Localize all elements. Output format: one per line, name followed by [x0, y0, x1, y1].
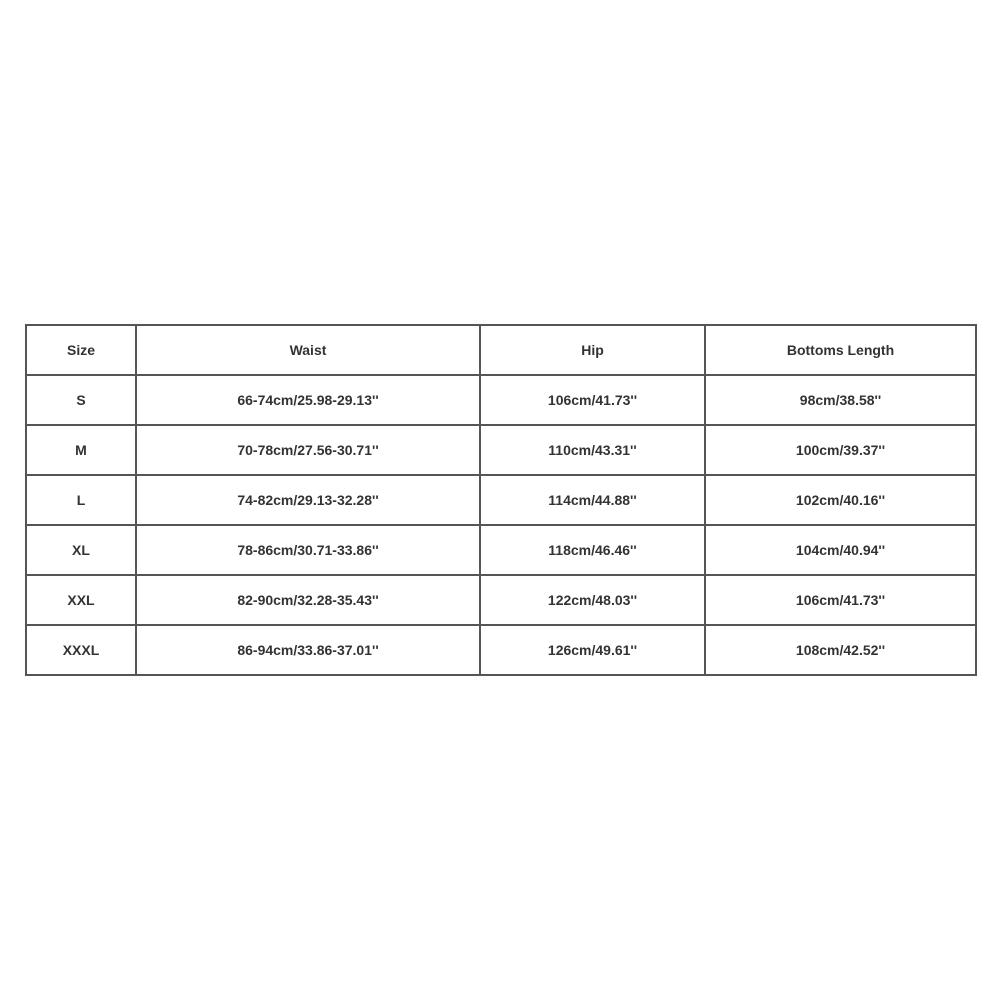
- cell-size: XXL: [26, 575, 136, 625]
- cell-waist: 82-90cm/32.28-35.43'': [136, 575, 480, 625]
- cell-hip: 122cm/48.03'': [480, 575, 705, 625]
- header-size: Size: [26, 325, 136, 375]
- cell-size: M: [26, 425, 136, 475]
- cell-hip: 110cm/43.31'': [480, 425, 705, 475]
- header-waist: Waist: [136, 325, 480, 375]
- cell-waist: 86-94cm/33.86-37.01'': [136, 625, 480, 675]
- cell-hip: 118cm/46.46'': [480, 525, 705, 575]
- cell-hip: 126cm/49.61'': [480, 625, 705, 675]
- cell-hip: 114cm/44.88'': [480, 475, 705, 525]
- cell-bottoms-length: 102cm/40.16'': [705, 475, 976, 525]
- cell-bottoms-length: 106cm/41.73'': [705, 575, 976, 625]
- cell-waist: 66-74cm/25.98-29.13'': [136, 375, 480, 425]
- cell-waist: 70-78cm/27.56-30.71'': [136, 425, 480, 475]
- cell-bottoms-length: 98cm/38.58'': [705, 375, 976, 425]
- table-row: [26, 575, 976, 625]
- cell-bottoms-length: 104cm/40.94'': [705, 525, 976, 575]
- table-row: [26, 475, 976, 525]
- table-row: [26, 525, 976, 575]
- cell-size: XL: [26, 525, 136, 575]
- header-hip: Hip: [480, 325, 705, 375]
- cell-size: XXXL: [26, 625, 136, 675]
- cell-waist: 74-82cm/29.13-32.28'': [136, 475, 480, 525]
- cell-bottoms-length: 100cm/39.37'': [705, 425, 976, 475]
- table-row: [26, 425, 976, 475]
- table-row: [26, 375, 976, 425]
- cell-size: L: [26, 475, 136, 525]
- cell-size: S: [26, 375, 136, 425]
- table-row: [26, 625, 976, 675]
- cell-bottoms-length: 108cm/42.52'': [705, 625, 976, 675]
- size-chart-table: [25, 324, 977, 676]
- table-header-row: [26, 325, 976, 375]
- header-bottoms-length: Bottoms Length: [705, 325, 976, 375]
- cell-waist: 78-86cm/30.71-33.86'': [136, 525, 480, 575]
- cell-hip: 106cm/41.73'': [480, 375, 705, 425]
